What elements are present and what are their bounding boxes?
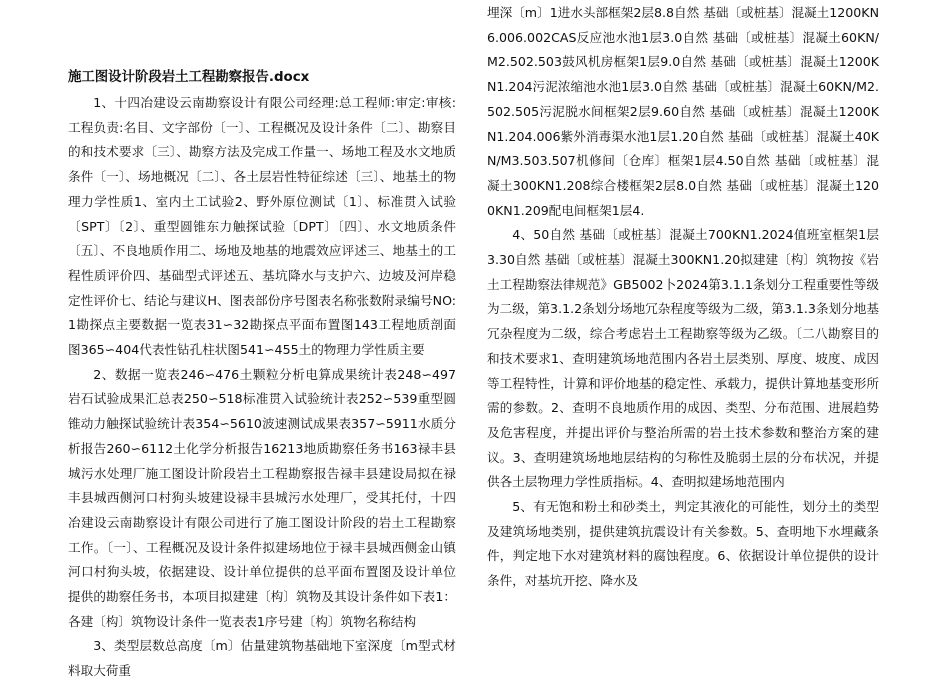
paragraph-4: 埋深〔m〕1进水头部框架2层8.8自然 基础〔或桩基〕混凝土1200KN6.006.002CAS反应池水池1层3.0自然 基础〔或桩基〕混凝土60KN/M2.502.503鼓风机房框架1层9.0自然 基础〔或桩基〕混凝土1200KN1.204污泥浓缩池水池1层3.0自然 基础〔或桩基〕混凝土60KN/M2.502.505污泥脱水间框架2层9.60自然 基础〔或桩基〕混凝土1200KN1.204.006紫外消毒渠水池1层1.20自然 基础〔或桩基〕混凝土40KN/M3.503.507机修间〔仓库〕框架1层4.50自然 基础〔或桩基〕混凝土300KN1.208综合楼框架2层8.0自然 基础〔或桩基〕混凝土1200KN1.209配电间框架1层4.: [487, 5, 879, 218]
paragraph-2: 2、数据一览表246∽476土颗粒分析电算成果统计表248∽497岩石试验成果汇总表250∽518标准贯入试验统计表252∽539重型圆锥动力触探试验统计表354∽5610波速测试成果表357∽5911水质分析报告260∽6112土化学分析报告16213地质勘察任务书163禄丰县城污水处理厂施工图设计阶段岩土工程勘察报告禄丰县建设局拟在禄丰县城西侧河口村狗头坡建设禄丰县城污水处理厂，受其托付，十四冶建设云南勘察设计有限公司进行了施工图设计阶段的岩土工程勘察工作。〔一〕、工程概况及设计条件拟建场地位于禄丰县城西侧金山镇河口村狗头坡，依据建设、设计单位提供的总平面布置图及设计单位提供的勘察任务书，本项目拟建建〔构〕筑物及其设计条件如下表1：各建〔构〕筑物设计条件一览表表1序号建〔构〕筑物名称结构: [68, 366, 456, 629]
paragraph-3: 3、类型层数总高度〔m〕估量建筑物基础地下室深度〔m型式材料取大荷重: [68, 638, 456, 679]
paragraph-5: 4、50自然 基础〔或桩基〕混凝土700KN1.2024值班室框架1层3.30自然 基础〔或桩基〕混凝土300KN1.20拟建建〔构〕筑物按《岩土工程勘察法律规范》GB5002卜2024第3.1.1条划分工程重要性等级为二级，第3.1.2条划分场地冗杂程度等级为二级，第3.1.3条划分地基冗杂程度为二级，综合考虑岩土工程勘察等级为乙级。〔二八勘察目的和技术要求1、查明建筑场地范围内各岩土层类别、厚度、坡度、成因等工程特性，计算和评价地基的稳定性、承载力，提供计算地基变形所需的参数。2、查明不良地质作用的成因、类型、分布范围、进展趋势及危害程度，并提出评价与整治所需的岩土技术参数和整治方案的建议。3、查明建筑场地地层结构的匀称性及脆弱土层的分布状况，并提供各土层物理力学性质指标。4、查明拟建场地范围内: [487, 227, 879, 490]
left-column: [68, 66, 456, 684]
document-title: 施工图设计阶段岩土工程勘察报告.docx: [68, 70, 310, 85]
paragraph-6: 5、有无饱和粉土和砂类土，判定其液化的可能性，划分土的类型及建筑场地类别，提供建筑抗震设计有关参数。5、查明地下水埋藏条件，判定地下水对建筑材料的腐蚀程度。6、依据设计单位提供的设计条件，对基坑开挖、降水及: [487, 499, 879, 589]
right-column: [487, 1, 879, 594]
paragraph-1: 1、十四冶建设云南勘察设计有限公司经理:总工程师:审定:审核:工程负责:名目、文字部份〔一〕、工程概况及设计条件〔二〕、勘察目的和技术要求〔三〕、勘察方法及完成工作量一、场地工程及水文地质条件〔一〕、场地概况〔二〕、各土层岩性特征综述〔三〕、地基土的物理力学性质1、室内土工试验2、野外原位测试〔1〕、标准贯入试验〔SPT〕〔2〕、重型圆锥东力触探试验〔DPT〕〔四〕、水文地质条件〔五〕、不良地质作用二、场地及地基的地震效应评述三、地基土的工程性质评价四、基础型式评述五、基坑降水与支护六、边坡及河岸稳定性评价七、结论与建议H、图表部份序号图表名称张数附录编号NO:1勘探点主要数据一览表31∽32勘探点平面布置图143工程地质剖面图365∽404代表性钻孔柱状图541∽455土的物理力学性质主要: [68, 95, 456, 358]
